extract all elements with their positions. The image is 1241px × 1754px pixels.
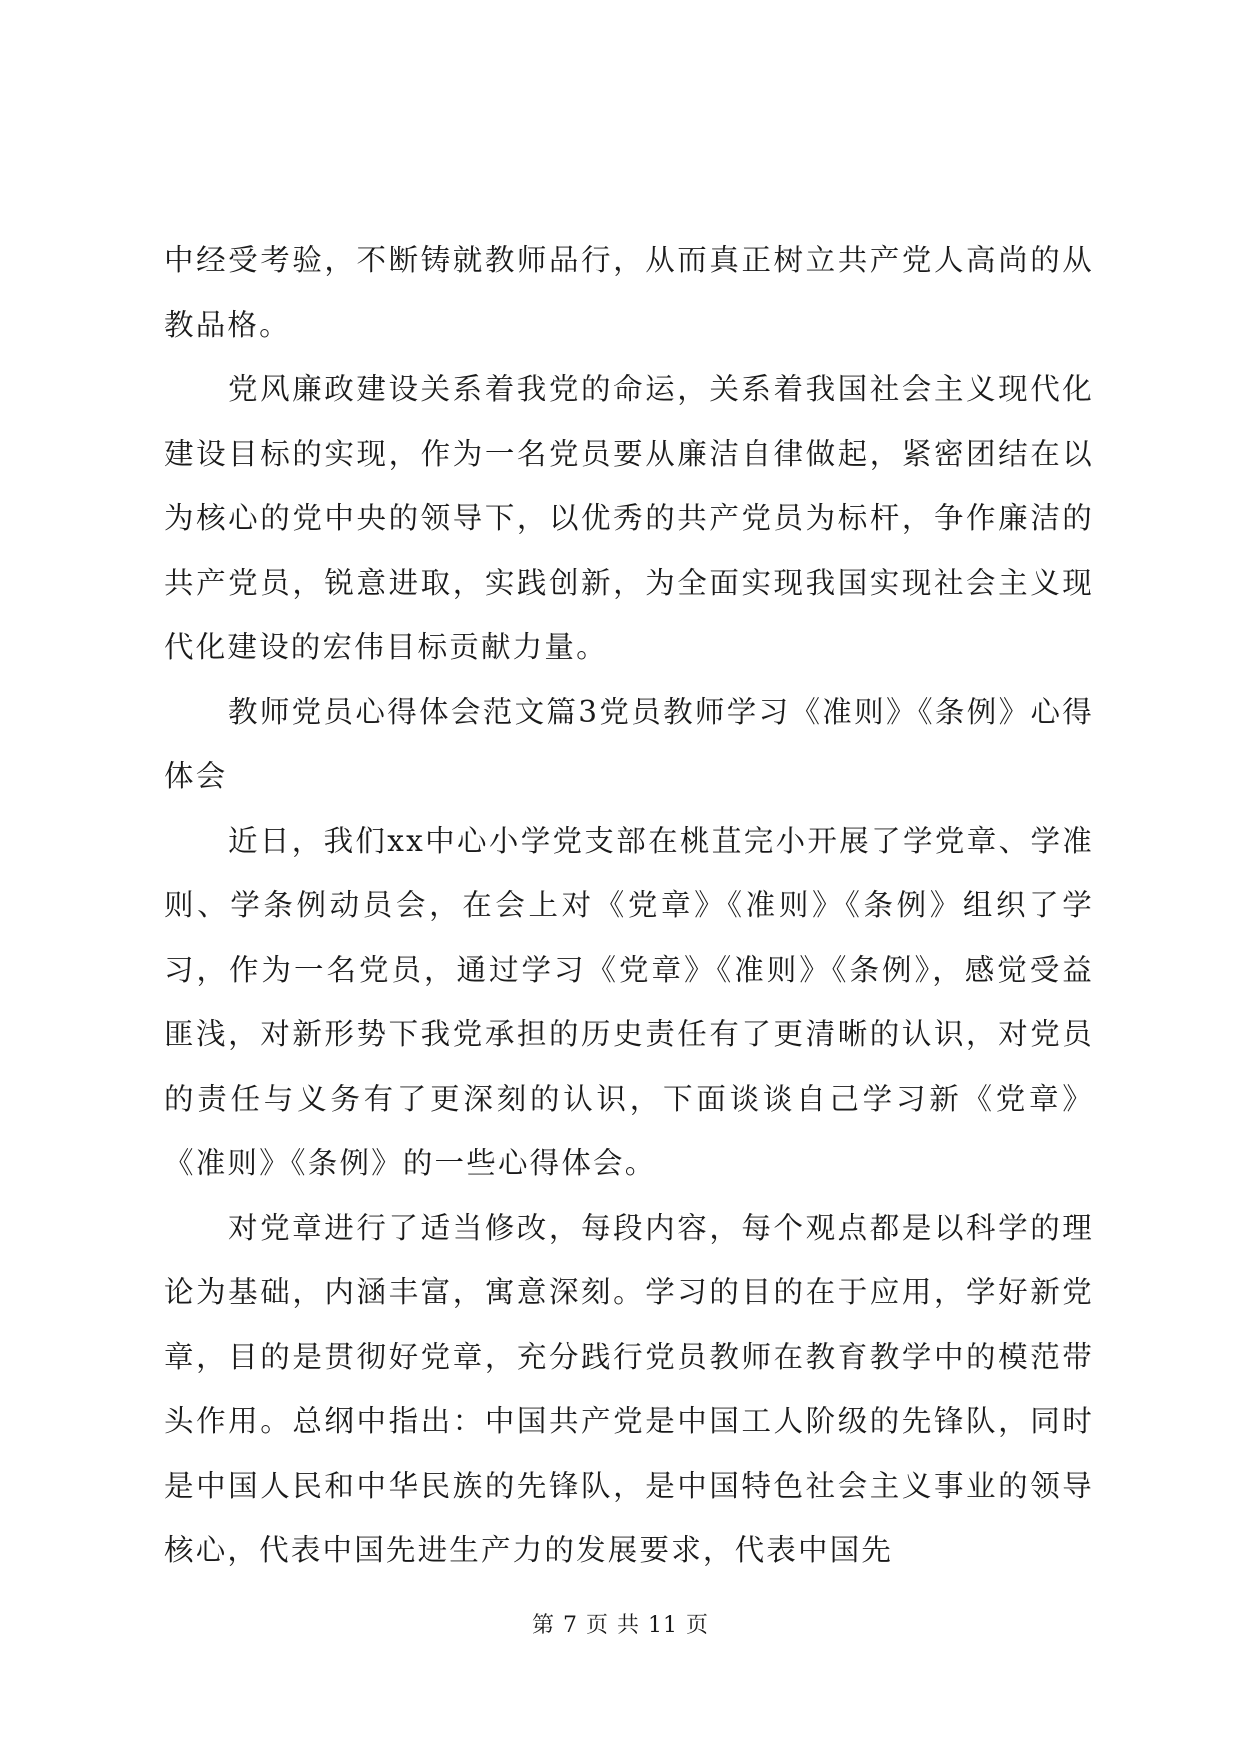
document-body xyxy=(164,228,1094,1583)
paragraph-study-meeting: 近日，我们xx中心小学党支部在桃苴完小开展了学党章、学准则、学条例动员会，在会上对《党章》《准则》《条例》组织了学习，作为一名党员，通过学习《党章》《准则》《条例》，感觉受益匪浅，对新形势下我党承担的历史责任有了更清晰的认识，对党员的责任与义务有了更深刻的认识，下面谈谈自己学习新《党章》《准则》《条例》的一些心得体会。 xyxy=(164,823,1094,1180)
paragraph-continuation: 中经受考验，不断铸就教师品行，从而真正树立共产党人高尚的从教品格。 xyxy=(164,243,1094,342)
page-number-footer: 第 7 页 共 11 页 xyxy=(532,1613,709,1638)
section-heading: 教师党员心得体会范文篇3党员教师学习《准则》《条例》心得体会 xyxy=(164,694,1094,793)
paragraph-party-integrity: 党风廉政建设关系着我党的命运，关系着我国社会主义现代化建设目标的实现，作为一名党员要从廉洁自律做起，紧密团结在以为核心的党中央的领导下，以优秀的共产党员为标杆，争作廉洁的共产党员，锐意进取，实践创新，为全面实现我国实现社会主义现代化建设的宏伟目标贡献力量。 xyxy=(164,372,1094,664)
paragraph-party-charter: 对党章进行了适当修改，每段内容，每个观点都是以科学的理论为基础，内涵丰富，寓意深刻。学习的目的在于应用，学好新党章，目的是贯彻好党章，充分践行党员教师在教育教学中的模范带头作用。总纲中指出：中国共产党是中国工人阶级的先锋队，同时是中国人民和中华民族的先锋队，是中国特色社会主义事业的领导核心，代表中国先进生产力的发展要求，代表中国先 xyxy=(164,1210,1094,1567)
